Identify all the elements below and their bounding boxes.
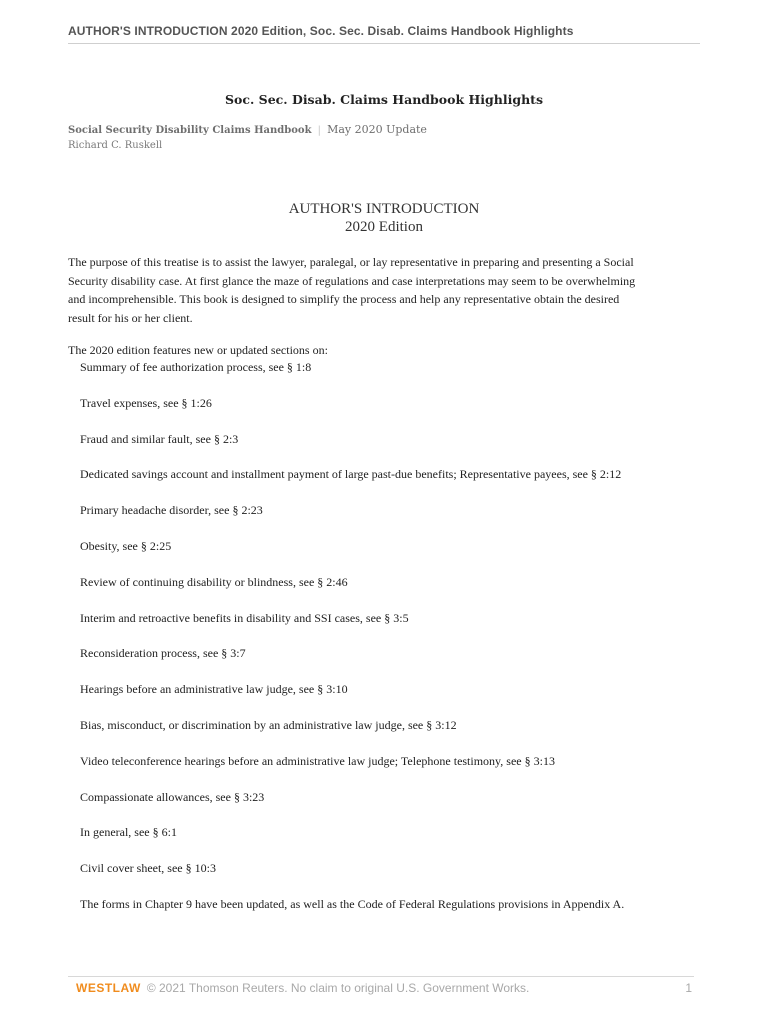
publication-link[interactable]: Social Security Disability Claims Handbook (68, 125, 312, 136)
section-heading-edition: 2020 Edition (345, 219, 423, 235)
features-intro: The 2020 edition features new or updated sections on: (68, 343, 328, 357)
document-title: Soc. Sec. Disab. Claims Handbook Highlights (225, 92, 543, 107)
footer-divider (68, 976, 694, 977)
intro-paragraph: The purpose of this treatise is to assist the lawyer, paralegal, or lay representative in preparing and presenting a Social Security disability case. At first glance the maze of regulations and case interpretations may seem to be overwhelming and incomprehensible. This book is designed to simplify the process and help any representative obtain the desired result for his or her client. (68, 255, 636, 325)
westlaw-logo: WESTLAW (76, 981, 141, 995)
list-item: Dedicated savings account and installment payment of large past-due benefits; Representative payees, see § 2:12 (80, 467, 622, 482)
features-list (80, 359, 624, 932)
list-item: Obesity, see § 2:25 (80, 538, 172, 553)
list-item: Video teleconference hearings before an administrative law judge; Telephone testimony, see § 3:13 (80, 753, 555, 768)
metadata-separator: | (317, 124, 322, 136)
list-item: Primary headache disorder, see § 2:23 (80, 503, 263, 518)
page-number: 1 (685, 981, 692, 995)
section-heading (0, 200, 768, 236)
list-item: Interim and retroactive benefits in disability and SSI cases, see § 3:5 (80, 610, 409, 625)
list-item: Review of continuing disability or blindness, see § 2:46 (80, 574, 348, 589)
header-divider (68, 43, 700, 44)
author-name: Richard C. Ruskell (68, 140, 163, 151)
copyright-notice: © 2021 Thomson Reuters. No claim to original U.S. Government Works. (146, 981, 530, 995)
running-header: AUTHOR'S INTRODUCTION 2020 Edition, Soc. Sec. Disab. Claims Handbook Highlights (68, 24, 574, 38)
list-item: Reconsideration process, see § 3:7 (80, 646, 246, 661)
list-item: Fraud and similar fault, see § 2:3 (80, 431, 239, 446)
update-label: May 2020 Update (327, 123, 427, 136)
list-item: Civil cover sheet, see § 10:3 (80, 861, 216, 876)
document-metadata (68, 122, 427, 153)
list-item: Summary of fee authorization process, see § 1:8 (80, 360, 312, 374)
section-heading-title: AUTHOR'S INTRODUCTION (288, 201, 480, 217)
page-footer (76, 981, 694, 995)
list-item: The forms in Chapter 9 have been updated, as well as the Code of Federal Regulations provisions in Appendix A. (80, 896, 625, 911)
list-item: In general, see § 6:1 (80, 825, 177, 840)
list-item: Hearings before an administrative law judge, see § 3:10 (80, 682, 348, 697)
list-item: Bias, misconduct, or discrimination by an administrative law judge, see § 3:12 (80, 717, 457, 732)
list-item: Compassionate allowances, see § 3:23 (80, 789, 265, 804)
list-item: Travel expenses, see § 1:26 (80, 395, 212, 410)
